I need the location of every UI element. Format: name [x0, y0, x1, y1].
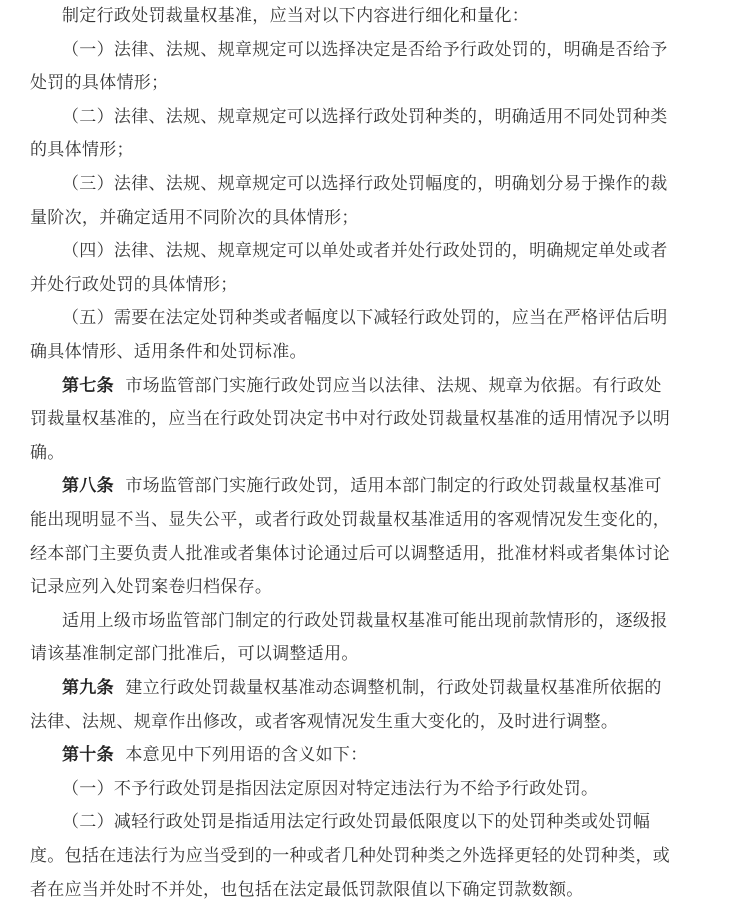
paragraph-line: （一）法律、法规、规章规定可以选择决定是否给予行政处罚的，明确是否给予 [62, 39, 668, 60]
paragraph-line: 罚裁量权基准的，应当在行政处罚决定书中对行政处罚裁量权基准的适用情况予以明 [30, 409, 671, 430]
paragraph-line: 的具体情形； [30, 140, 134, 161]
article-heading: 第十条 [62, 745, 114, 766]
paragraph-line: 确具体情形、适用条件和处罚标准。 [30, 342, 307, 362]
paragraph-text: 本意见中下列用语的含义如下： [125, 745, 368, 766]
paragraph-line: 并处行政处罚的具体情形； [30, 274, 238, 295]
paragraph-line: 制定行政处罚裁量权基准，应当对以下内容进行细化和量化： [62, 6, 530, 26]
paragraph-line: 度。包括在违法行为应当受到的一种或者几种处罚种类之外选择更轻的处罚种类，或 [30, 846, 671, 866]
paragraph-line: （一）不予行政处罚是指因法定原因对特定违法行为不给予行政处罚。 [62, 778, 599, 799]
article-first-line [0, 739, 368, 773]
paragraph-line: 经本部门主要负责人批准或者集体讨论通过后可以调整适用，批准材料或者集体讨论 [30, 543, 671, 564]
paragraph-line: 量阶次，并确定适用不同阶次的具体情形； [30, 207, 359, 228]
paragraph-line: （五）需要在法定处罚种类或者幅度以下减轻行政处罚的，应当在严格评估后明 [62, 308, 668, 329]
article-heading: 第九条 [62, 678, 114, 698]
paragraph-line: （四）法律、法规、规章规定可以单处或者并处行政处罚的，明确规定单处或者 [62, 241, 668, 262]
article-heading: 第八条 [62, 476, 114, 497]
paragraph-line: 记录应列入处罚案卷归档保存。 [30, 577, 273, 598]
article-first-line [0, 370, 662, 404]
paragraph-line: （二）法律、法规、规章规定可以选择行政处罚种类的，明确适用不同处罚种类 [62, 106, 668, 127]
paragraph-line: 能出现明显不当、显失公平，或者行政处罚裁量权基准适用的客观情况发生变化的， [30, 510, 671, 530]
article-first-line [0, 672, 662, 706]
paragraph-line: 请该基准制定部门批准后，可以调整适用。 [30, 644, 359, 665]
paragraph-line: 适用上级市场监管部门制定的行政处罚裁量权基准可能出现前款情形的，逐级报 [62, 610, 668, 631]
paragraph-text: 市场监管部门实施行政处罚应当以法律、法规、规章为依据。有行政处 [125, 375, 662, 396]
paragraph-line: 确。 [30, 442, 65, 463]
article-first-line [0, 470, 662, 504]
paragraph-line: （二）减轻行政处罚是指适用法定行政处罚最低限度以下的处罚种类或处罚幅 [62, 812, 651, 833]
paragraph-line: 者在应当并处时不并处，也包括在法定最低罚款限值以下确定罚款数额。 [30, 879, 584, 900]
article-heading: 第七条 [62, 375, 114, 396]
paragraph-text: 市场监管部门实施行政处罚，适用本部门制定的行政处罚裁量权基准可 [125, 476, 662, 497]
paragraph-line: （三）法律、法规、规章规定可以选择行政处罚幅度的，明确划分易于操作的裁 [62, 174, 668, 194]
paragraph-text: 建立行政处罚裁量权基准动态调整机制，行政处罚裁量权基准所依据的 [125, 678, 662, 698]
paragraph-line: 法律、法规、规章作出修改，或者客观情况发生重大变化的，及时进行调整。 [30, 711, 619, 732]
paragraph-line: 处罚的具体情形； [30, 73, 169, 94]
